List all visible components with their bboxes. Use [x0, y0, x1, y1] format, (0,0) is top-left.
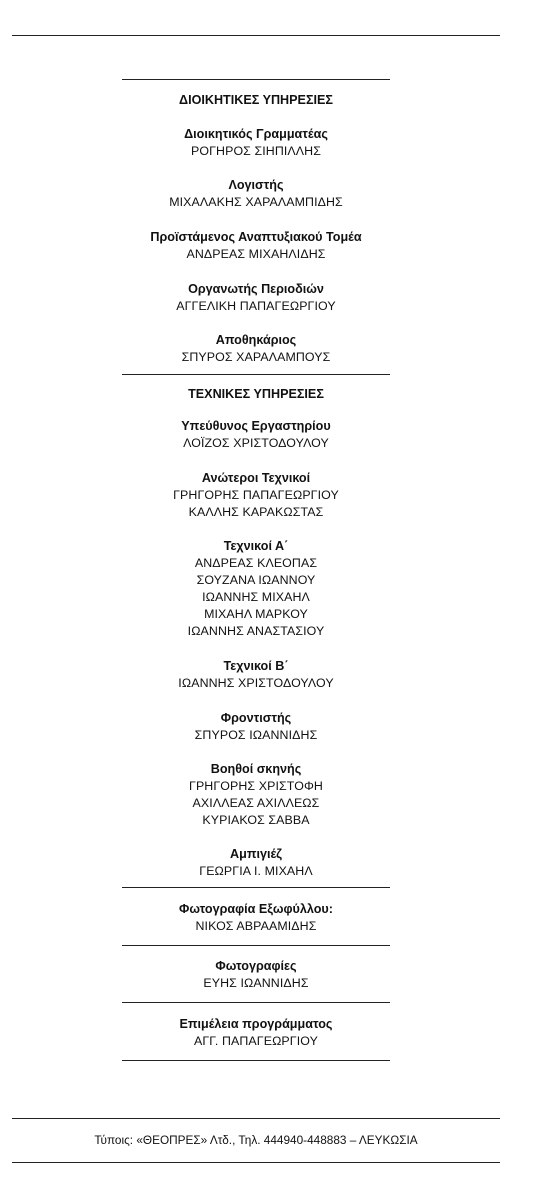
- footer-bottom-rule: [12, 1162, 500, 1163]
- person-name: ΜΙΧΑΗΛ ΜΑΡΚΟΥ: [204, 607, 308, 621]
- person-name: ΓΡΗΓΟΡΗΣ ΧΡΙΣΤΟΦΗ: [189, 779, 323, 793]
- role-title: Λογιστής: [228, 178, 284, 192]
- top-rule: [12, 35, 500, 36]
- rule-below-program-editing: [122, 1060, 390, 1061]
- person-name: ΑΧΙΛΛΕΑΣ ΑΧΙΛΛΕΩΣ: [192, 796, 320, 810]
- role-dresser: [90, 846, 422, 880]
- rule-above-program-editing: [122, 1002, 390, 1003]
- role-title: Προϊστάμενος Αναπτυξιακού Τομέα: [150, 230, 362, 244]
- role-title: Διοικητικός Γραμματέας: [184, 127, 328, 141]
- credit-photos: [90, 958, 422, 992]
- role-technicians-b: [90, 658, 422, 692]
- role-title: Ανώτεροι Τεχνικοί: [201, 471, 311, 485]
- person-name: ΓΡΗΓΟΡΗΣ ΠΑΠΑΓΕΩΡΓΙΟΥ: [173, 488, 339, 502]
- credit-title: Επιμέλεια προγράμματος: [179, 1017, 333, 1031]
- role-stage-hands: [90, 761, 422, 829]
- role-tour-organiser: [90, 281, 422, 315]
- credit-program-editing: [90, 1016, 422, 1050]
- person-name: ΑΝΔΡΕΑΣ ΜΙΧΑΗΛΙΔΗΣ: [186, 247, 326, 261]
- section-heading: ΔΙΟΙΚΗΤΙΚΕΣ ΥΠΗΡΕΣΙΕΣ: [179, 93, 333, 107]
- credit-cover-photo: [90, 901, 422, 935]
- technical-services-heading: [90, 386, 422, 403]
- person-name: ΙΩΑΝΝΗΣ ΑΝΑΣΤΑΣΙΟΥ: [187, 624, 325, 638]
- person-name: ΚΑΛΛΗΣ ΚΑΡΑΚΩΣΤΑΣ: [188, 505, 324, 519]
- rule-above-photos: [122, 945, 390, 946]
- rule-above-technical: [122, 374, 390, 375]
- person-name: ΣΠΥΡΟΣ ΙΩΑΝΝΙΔΗΣ: [194, 728, 318, 742]
- person-name: ΑΓΓΕΛΙΚΗ ΠΑΠΑΓΕΩΡΓΙΟΥ: [176, 299, 336, 313]
- role-title: Αποθηκάριος: [215, 333, 297, 347]
- role-title: Φροντιστής: [220, 711, 292, 725]
- person-name: ΡΟΓΗΡΟΣ ΣΙΗΠΙΛΛΗΣ: [191, 144, 321, 158]
- rule-above-admin: [122, 79, 390, 80]
- rule-above-cover-photo: [122, 887, 390, 888]
- role-admin-secretary: [90, 126, 422, 160]
- person-name: ΑΝΔΡΕΑΣ ΚΛΕΟΠΑΣ: [194, 556, 318, 570]
- person-name: ΓΕΩΡΓΙΑ Ι. ΜΙΧΑΗΛ: [199, 864, 313, 878]
- credit-title: Φωτογραφίες: [215, 959, 297, 973]
- person-name: ΙΩΑΝΝΗΣ ΧΡΙΣΤΟΔΟΥΛΟΥ: [178, 676, 334, 690]
- role-development-head: [90, 229, 422, 263]
- role-accountant: [90, 177, 422, 211]
- credit-title: Φωτογραφία Εξωφύλλου:: [179, 902, 333, 916]
- person-name: ΛΟΪΖΟΣ ΧΡΙΣΤΟΔΟΥΛΟΥ: [183, 436, 329, 450]
- person-name: ΜΙΧΑΛΑΚΗΣ ΧΑΡΑΛΑΜΠΙΔΗΣ: [169, 195, 343, 209]
- printer-credit: Τύποις: «ΘΕΟΠΡΕΣ» Λτδ., Τηλ. 444940-448883 – ΛΕΥΚΩΣΙΑ: [94, 1133, 418, 1147]
- person-name: ΚΥΡΙΑΚΟΣ ΣΑΒΒΑ: [202, 813, 310, 827]
- role-storekeeper: [90, 332, 422, 366]
- role-technicians-a: [90, 538, 422, 640]
- person-name: ΣΟΥΖΑΝΑ ΙΩΑΝΝΟΥ: [196, 573, 316, 587]
- person-name: ΙΩΑΝΝΗΣ ΜΙΧΑΗΛ: [202, 590, 310, 604]
- section-heading: ΤΕΧΝΙΚΕΣ ΥΠΗΡΕΣΙΕΣ: [188, 387, 324, 401]
- role-title: Τεχνικοί Α΄: [223, 539, 289, 553]
- role-senior-technicians: [90, 470, 422, 521]
- role-title: Αμπιγιέζ: [230, 847, 282, 861]
- role-title: Τεχνικοί Β΄: [223, 659, 289, 673]
- role-title: Βοηθοί σκηνής: [210, 762, 302, 776]
- admin-services-heading: [90, 92, 422, 109]
- person-name: ΝΙΚΟΣ ΑΒΡΑΑΜΙΔΗΣ: [195, 919, 317, 933]
- person-name: ΕΥΗΣ ΙΩΑΝΝΙΔΗΣ: [203, 976, 309, 990]
- role-title: Οργανωτής Περιοδιών: [188, 282, 324, 296]
- role-workshop-head: [90, 418, 422, 452]
- person-name: ΣΠΥΡΟΣ ΧΑΡΑΛΑΜΠΟΥΣ: [181, 350, 331, 364]
- footer-top-rule: [12, 1118, 500, 1119]
- role-props-master: [90, 710, 422, 744]
- person-name: ΑΓΓ. ΠΑΠΑΓΕΩΡΓΙΟΥ: [194, 1034, 318, 1048]
- role-title: Υπεύθυνος Εργαστηρίου: [181, 419, 331, 433]
